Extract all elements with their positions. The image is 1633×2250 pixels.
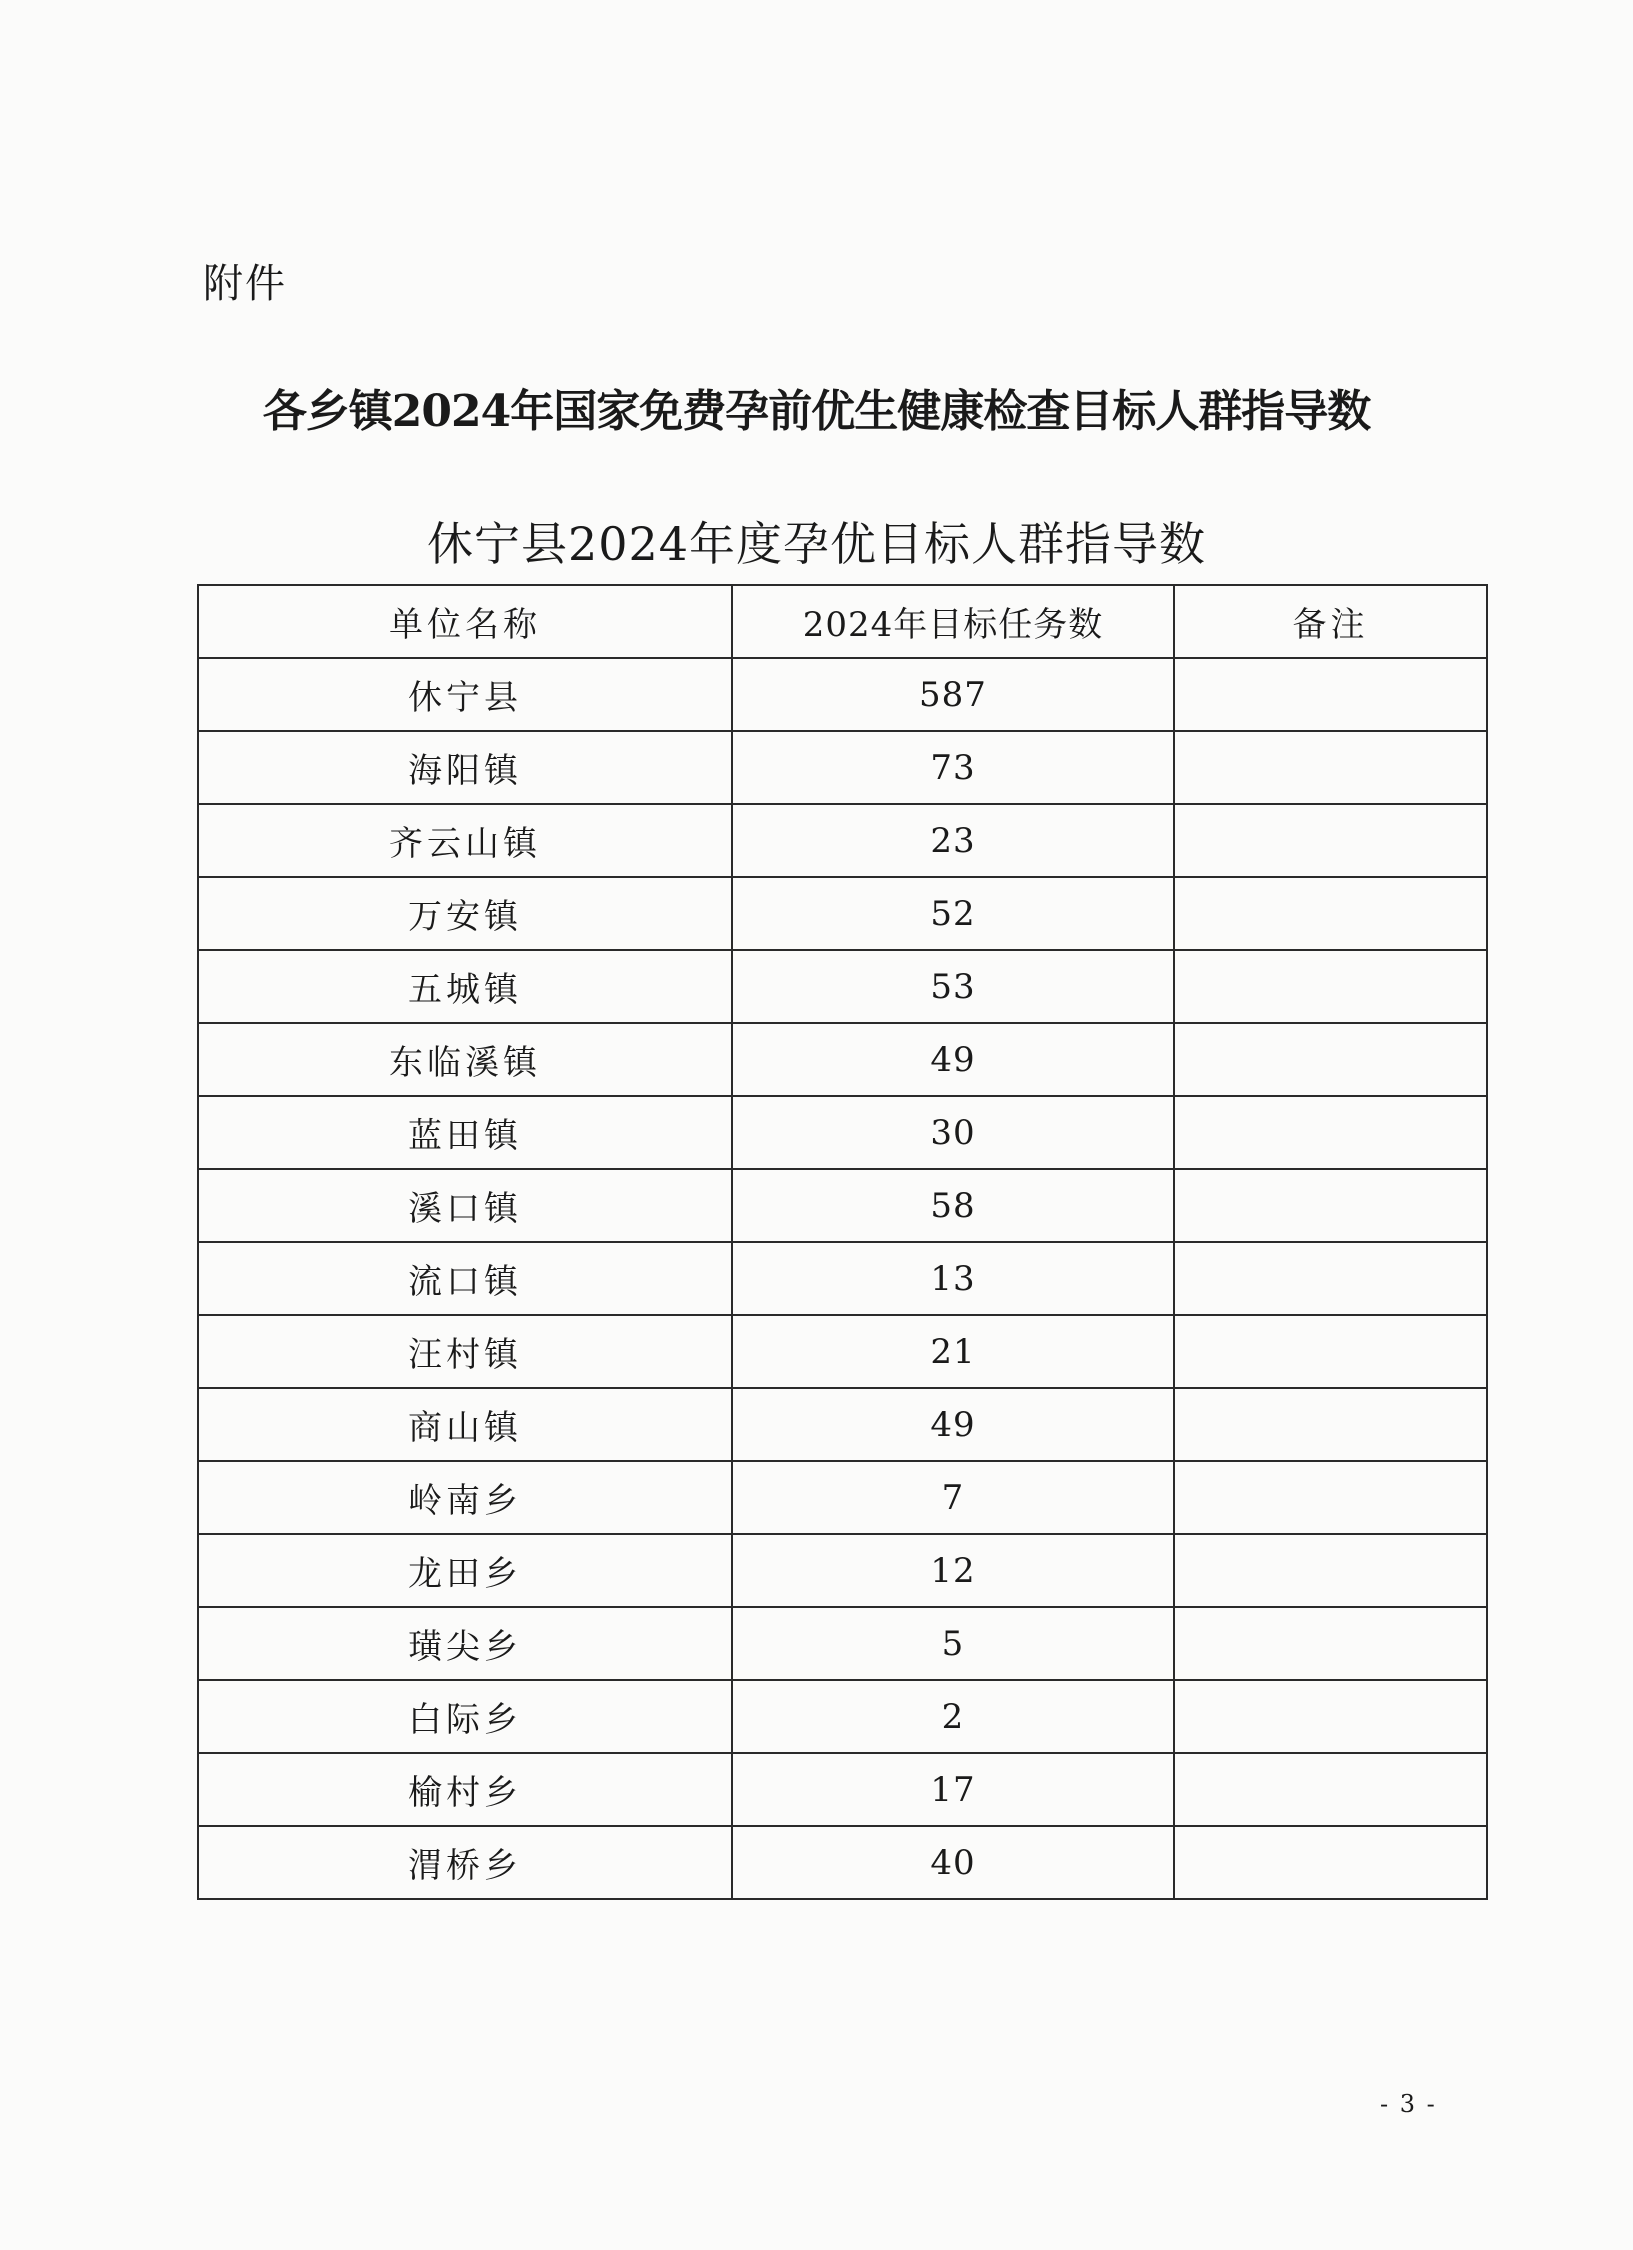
cell-remark	[1174, 658, 1487, 731]
cell-unit-name: 万安镇	[198, 877, 732, 950]
cell-remark	[1174, 1680, 1487, 1753]
cell-target-count: 12	[732, 1534, 1174, 1607]
cell-target-count: 2	[732, 1680, 1174, 1753]
cell-target-count: 58	[732, 1169, 1174, 1242]
cell-target-count: 73	[732, 731, 1174, 804]
header-remark: 备注	[1174, 585, 1487, 658]
cell-target-count: 49	[732, 1388, 1174, 1461]
cell-target-count: 23	[732, 804, 1174, 877]
cell-unit-name: 白际乡	[198, 1680, 732, 1753]
cell-remark	[1174, 1315, 1487, 1388]
cell-target-count: 21	[732, 1315, 1174, 1388]
table-row	[198, 1826, 1487, 1899]
table-header-row	[198, 585, 1487, 658]
cell-target-count: 13	[732, 1242, 1174, 1315]
cell-remark	[1174, 950, 1487, 1023]
cell-unit-name: 榆村乡	[198, 1753, 732, 1826]
cell-unit-name: 商山镇	[198, 1388, 732, 1461]
cell-unit-name: 流口镇	[198, 1242, 732, 1315]
cell-remark	[1174, 1534, 1487, 1607]
table-row	[198, 877, 1487, 950]
table-row	[198, 950, 1487, 1023]
table-body	[198, 658, 1487, 1899]
cell-target-count: 52	[732, 877, 1174, 950]
cell-target-count: 587	[732, 658, 1174, 731]
table-row	[198, 1023, 1487, 1096]
cell-unit-name: 溪口镇	[198, 1169, 732, 1242]
cell-unit-name: 蓝田镇	[198, 1096, 732, 1169]
cell-target-count: 5	[732, 1607, 1174, 1680]
cell-target-count: 7	[732, 1461, 1174, 1534]
main-title: 各乡镇2024年国家免费孕前优生健康检查目标人群指导数	[262, 386, 1371, 437]
page-number: - 3 -	[1380, 2090, 1437, 2118]
table-row	[198, 731, 1487, 804]
cell-remark	[1174, 804, 1487, 877]
cell-remark	[1174, 1096, 1487, 1169]
table-title: 休宁县2024年度孕优目标人群指导数	[426, 517, 1207, 571]
cell-remark	[1174, 1607, 1487, 1680]
table-row	[198, 1169, 1487, 1242]
cell-unit-name: 齐云山镇	[198, 804, 732, 877]
table-row	[198, 1242, 1487, 1315]
cell-target-count: 30	[732, 1096, 1174, 1169]
cell-remark	[1174, 1242, 1487, 1315]
table-row	[198, 1753, 1487, 1826]
cell-target-count: 53	[732, 950, 1174, 1023]
cell-target-count: 17	[732, 1753, 1174, 1826]
table-row	[198, 1607, 1487, 1680]
table-row	[198, 1315, 1487, 1388]
attachment-label: 附件	[203, 261, 287, 307]
table-row	[198, 658, 1487, 731]
table-row	[198, 1388, 1487, 1461]
header-target-count: 2024年目标任务数	[732, 585, 1174, 658]
cell-remark	[1174, 731, 1487, 804]
cell-unit-name: 五城镇	[198, 950, 732, 1023]
table-row	[198, 1096, 1487, 1169]
table-row	[198, 804, 1487, 877]
cell-unit-name: 汪村镇	[198, 1315, 732, 1388]
cell-remark	[1174, 1826, 1487, 1899]
target-table	[197, 584, 1488, 1900]
cell-remark	[1174, 1461, 1487, 1534]
table-row	[198, 1534, 1487, 1607]
cell-unit-name: 东临溪镇	[198, 1023, 732, 1096]
table-row	[198, 1680, 1487, 1753]
table-row	[198, 1461, 1487, 1534]
cell-unit-name: 渭桥乡	[198, 1826, 732, 1899]
cell-unit-name: 休宁县	[198, 658, 732, 731]
cell-remark	[1174, 1023, 1487, 1096]
cell-remark	[1174, 1169, 1487, 1242]
header-unit-name: 单位名称	[198, 585, 732, 658]
cell-target-count: 49	[732, 1023, 1174, 1096]
cell-remark	[1174, 1753, 1487, 1826]
cell-remark	[1174, 1388, 1487, 1461]
cell-unit-name: 龙田乡	[198, 1534, 732, 1607]
cell-unit-name: 璜尖乡	[198, 1607, 732, 1680]
cell-remark	[1174, 877, 1487, 950]
cell-unit-name: 岭南乡	[198, 1461, 732, 1534]
cell-unit-name: 海阳镇	[198, 731, 732, 804]
cell-target-count: 40	[732, 1826, 1174, 1899]
